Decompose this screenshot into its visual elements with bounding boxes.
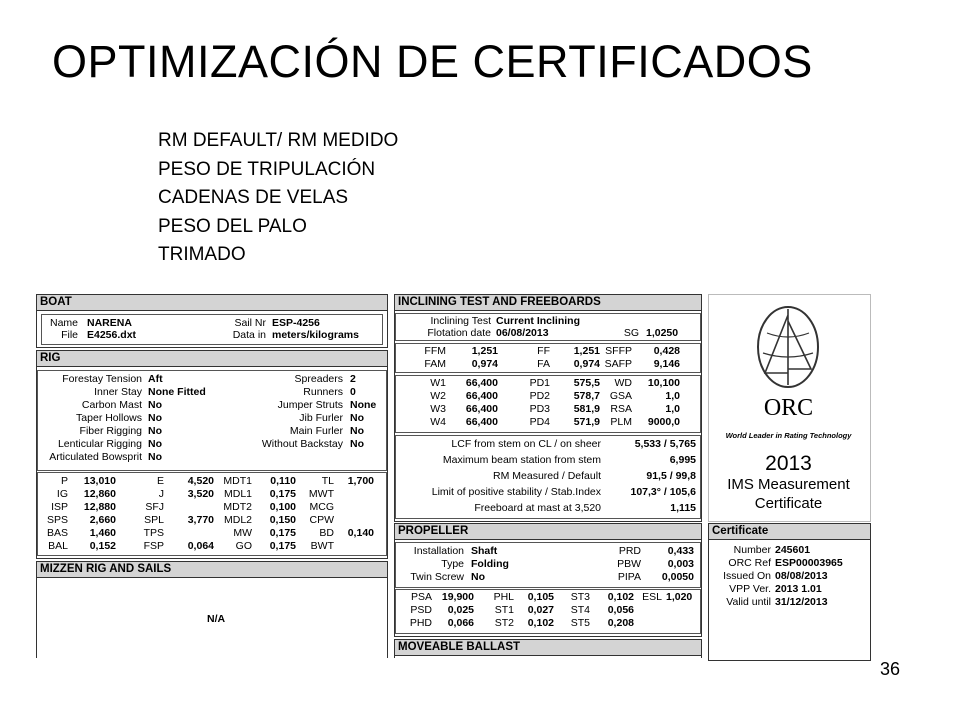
measure-label: FSP: [143, 540, 164, 552]
boat-data-box: [41, 314, 383, 345]
rig-header: RIG: [37, 351, 387, 367]
measure-label: FAM: [424, 358, 446, 370]
measure-label: CPW: [309, 514, 334, 526]
measure-value: 0,175: [269, 488, 296, 500]
rig-value: No: [148, 399, 162, 411]
flotation-value: 06/08/2013: [496, 327, 549, 339]
freeboard-box: [395, 343, 701, 373]
rig-value: 2: [350, 373, 356, 385]
rig-value: Aft: [148, 373, 163, 385]
measure-label: W1: [430, 377, 446, 389]
measure-label: SPL: [144, 514, 164, 526]
boat-panel: [36, 294, 388, 348]
pipa-label: PIPA: [617, 571, 641, 583]
rig-label: Inner Stay: [94, 386, 142, 398]
inclining-panel: [394, 294, 702, 522]
cert-label: ORC Ref: [728, 557, 771, 569]
measure-value: 2,660: [89, 514, 116, 526]
measure-label: E: [156, 475, 164, 487]
rig-value: No: [148, 412, 162, 424]
measure-value: 0,428: [653, 345, 680, 357]
mizzen-header: MIZZEN RIG AND SAILS: [37, 562, 387, 578]
sailnr-label: Sail Nr: [234, 317, 266, 329]
measure-value: 0,100: [269, 501, 296, 513]
measure-label: MCG: [309, 501, 334, 513]
measure-label: ST1: [494, 604, 514, 616]
stability-box: [395, 435, 701, 519]
cert-year: 2013: [765, 452, 812, 475]
bullet-item: PESO DE TRIPULACIÓN: [158, 158, 376, 180]
measure-value: 0,974: [573, 358, 600, 370]
sg-value: 1,0250: [646, 327, 679, 339]
rig-label: Runners: [303, 386, 343, 398]
measure-value: 1,251: [573, 345, 600, 357]
measure-label: ST4: [570, 604, 590, 616]
cert-label: Valid until: [726, 596, 771, 608]
orc-brand: ORC: [763, 395, 814, 421]
measure-value: 3,770: [187, 514, 214, 526]
rig-value: None Fitted: [148, 386, 206, 398]
measure-label: PHD: [409, 617, 432, 629]
measure-label: TL: [321, 475, 334, 487]
measure-label: SPS: [46, 514, 68, 526]
pipa-value: 0,0050: [661, 571, 694, 583]
sail-number: ESP-4256: [272, 317, 320, 329]
certificate-panel: [708, 523, 871, 661]
measure-value: 66,400: [465, 416, 498, 428]
rig-label: Taper Hollows: [76, 412, 142, 424]
propeller-panel: [394, 523, 702, 637]
rig-value: No: [148, 425, 162, 437]
measure-value: 0,208: [607, 617, 634, 629]
measure-label: PD4: [529, 416, 550, 428]
measure-label: ISP: [51, 501, 68, 513]
prd-label: PRD: [618, 545, 641, 557]
measure-value: 0,175: [269, 540, 296, 552]
measure-label: PLM: [610, 416, 632, 428]
installation-value: Shaft: [471, 545, 498, 557]
rig-options-box: [37, 370, 387, 471]
rig-label: Jumper Struts: [277, 399, 343, 411]
measure-value: 0,064: [187, 540, 214, 552]
rig-label: Spreaders: [294, 373, 343, 385]
measure-value: 66,400: [465, 403, 498, 415]
cert-value: 31/12/2013: [775, 596, 828, 608]
measure-value: 1,0: [665, 403, 680, 415]
cert-label: VPP Ver.: [729, 583, 771, 595]
measure-value: 0,102: [527, 617, 554, 629]
measure-label: ST3: [570, 591, 590, 603]
measure-label: MDL1: [223, 488, 252, 500]
measure-value: 0,102: [607, 591, 634, 603]
cert-value: ESP00003965: [775, 557, 843, 569]
measure-label: ESL: [642, 591, 662, 603]
measure-value: 9000,0: [647, 416, 680, 428]
rig-value: No: [350, 425, 364, 437]
rig-label: Carbon Mast: [81, 399, 142, 411]
measure-label: SFJ: [145, 501, 164, 513]
measure-value: 0,140: [347, 527, 374, 539]
rig-label: Articulated Bowsprit: [49, 451, 142, 463]
bullet-item: CADENAS DE VELAS: [158, 187, 349, 208]
rig-label: Fiber Rigging: [79, 425, 142, 437]
measure-value: 571,9: [573, 416, 600, 428]
measure-label: IG: [56, 488, 68, 500]
stat-label: Maximum beam station from stem: [442, 454, 601, 466]
measure-value: 19,900: [441, 591, 474, 603]
inclining-test-box: [395, 313, 701, 341]
measure-value: 3,520: [187, 488, 214, 500]
measure-value: 581,9: [573, 403, 600, 415]
orc-tagline: World Leader in Rating Technology: [725, 431, 852, 440]
cert-label: Number: [733, 544, 771, 556]
cert-label: Issued On: [723, 570, 771, 582]
sailboat-logo-icon: [753, 303, 823, 391]
file-label: File: [61, 329, 78, 341]
bullet-item: PESO DEL PALO: [158, 215, 307, 237]
cert-line2: Certificate: [754, 495, 823, 512]
measure-label: BWT: [310, 540, 334, 552]
measure-value: 0,110: [270, 475, 296, 487]
measure-label: PSD: [410, 604, 432, 616]
pbw-label: PBW: [617, 558, 641, 570]
measure-value: 1,0: [665, 390, 680, 402]
measure-value: 1,700: [347, 475, 374, 487]
test-label: Inclining Test: [430, 315, 491, 327]
data-units: meters/kilograms: [272, 329, 359, 341]
measure-value: 0,105: [527, 591, 554, 603]
pbw-value: 0,003: [667, 558, 694, 570]
measure-value: 0,025: [447, 604, 474, 616]
page-number: 36: [880, 659, 901, 679]
flotation-label: Flotation date: [427, 327, 491, 339]
measure-value: 1,460: [89, 527, 116, 539]
measure-label: W3: [430, 403, 446, 415]
measure-value: 66,400: [465, 377, 498, 389]
measure-label: MDL2: [223, 514, 252, 526]
measure-label: P: [60, 475, 68, 487]
stat-value: 91,5 / 99,8: [646, 470, 696, 482]
bullet-item: TRIMADO: [158, 244, 246, 265]
measure-value: 0,027: [527, 604, 554, 616]
measure-label: PD3: [529, 403, 550, 415]
measure-value: 12,860: [83, 488, 116, 500]
rig-panel: [36, 350, 388, 559]
twin-label: Twin Screw: [410, 571, 464, 583]
measure-label: SAFP: [604, 358, 632, 370]
stat-label: Limit of positive stability / Stab.Index: [431, 486, 601, 498]
rig-label: Jib Furler: [299, 412, 343, 424]
measure-label: BAS: [46, 527, 68, 539]
measure-label: FA: [537, 358, 550, 370]
measure-value: 0,066: [447, 617, 474, 629]
rig-label: Main Furler: [289, 425, 343, 437]
stat-label: Freeboard at mast at 3,520: [474, 502, 601, 514]
cert-value: 245601: [775, 544, 811, 556]
measure-label: FF: [537, 345, 550, 357]
measure-label: MW: [233, 527, 252, 539]
slide-title: OPTIMIZACIÓN DE CERTIFICADOS: [52, 36, 813, 87]
bullet-item: RM DEFAULT/ RM MEDIDO: [158, 130, 399, 151]
measure-label: TPS: [143, 527, 164, 539]
measure-label: MDT2: [223, 501, 252, 513]
stat-value: 6,995: [669, 454, 696, 466]
moveable-header: MOVEABLE BALLAST: [395, 640, 701, 656]
rig-value: 0: [350, 386, 356, 398]
measure-value: 0,974: [471, 358, 498, 370]
measure-value: 1,251: [471, 345, 498, 357]
test-value: Current Inclining: [496, 315, 580, 327]
measure-value: 13,010: [83, 475, 116, 487]
mizzen-value: N/A: [207, 613, 226, 625]
cert-line1: IMS Measurement: [727, 476, 850, 493]
rig-label: Lenticular Rigging: [57, 438, 142, 450]
type-value: Folding: [471, 558, 509, 570]
measure-value: 0,152: [89, 540, 116, 552]
measure-label: BD: [319, 527, 334, 539]
weights-box: [395, 375, 701, 433]
measure-label: BAL: [48, 540, 68, 552]
cert-value: 08/08/2013: [775, 570, 828, 582]
stat-value: 1,115: [670, 502, 696, 514]
measure-label: PD2: [529, 390, 550, 402]
measure-value: 12,880: [83, 501, 116, 513]
measure-label: W4: [430, 416, 446, 428]
measure-label: PHL: [493, 591, 514, 603]
propeller-main-box: [395, 542, 701, 588]
inclining-header: INCLINING TEST AND FREEBOARDS: [395, 295, 701, 311]
rig-measurements-box: [37, 472, 387, 556]
measure-value: 575,5: [573, 377, 600, 389]
rig-value: No: [350, 412, 364, 424]
measure-value: 578,7: [573, 390, 600, 402]
measure-value: 0,175: [269, 527, 296, 539]
measure-label: PSA: [410, 591, 432, 603]
measure-label: SFFP: [605, 345, 632, 357]
stat-label: RM Measured / Default: [493, 470, 601, 482]
crop-mask: [30, 658, 875, 698]
rig-value: None: [350, 399, 377, 411]
rig-value: No: [350, 438, 364, 450]
stat-value: 5,533 / 5,765: [634, 438, 696, 450]
measure-value: 9,146: [653, 358, 680, 370]
stat-label: LCF from stem on CL / on sheer: [451, 438, 601, 450]
cert-value: 2013 1.01: [775, 583, 822, 595]
name-label: Name: [49, 317, 78, 329]
sg-label: SG: [623, 327, 639, 339]
rig-value: No: [148, 438, 162, 450]
rig-value: No: [148, 451, 162, 463]
measure-label: ST5: [570, 617, 590, 629]
measure-label: WD: [614, 377, 632, 389]
measure-value: 0,056: [607, 604, 634, 616]
measure-label: GSA: [609, 390, 632, 402]
measure-value: 4,520: [187, 475, 214, 487]
measure-label: W2: [430, 390, 446, 402]
installation-label: Installation: [413, 545, 464, 557]
measure-label: MDT1: [223, 475, 252, 487]
datain-label: Data in: [232, 329, 266, 341]
certificate-header: Certificate: [709, 524, 870, 540]
measure-label: PD1: [529, 377, 550, 389]
boat-name: NARENA: [87, 317, 132, 329]
mizzen-panel: [36, 561, 388, 673]
twin-value: No: [471, 571, 485, 583]
rig-label: Without Backstay: [261, 438, 343, 450]
propeller-meas-box: [395, 589, 701, 634]
bullet-list: [158, 127, 398, 270]
measure-label: J: [158, 488, 164, 500]
propeller-header: PROPELLER: [395, 524, 701, 540]
measure-value: 1,020: [666, 591, 693, 603]
boat-file: E4256.dxt: [87, 329, 137, 341]
measure-value: 10,100: [647, 377, 680, 389]
rig-label: Forestay Tension: [62, 373, 142, 385]
boat-header: BOAT: [37, 295, 387, 311]
measure-label: RSA: [610, 403, 632, 415]
measure-value: 0,150: [269, 514, 296, 526]
orc-logo-panel: [708, 294, 871, 522]
measure-label: ST2: [494, 617, 514, 629]
measure-label: FFM: [424, 345, 446, 357]
measure-value: 66,400: [465, 390, 498, 402]
stat-value: 107,3° / 105,6: [630, 486, 696, 498]
prd-value: 0,433: [667, 545, 694, 557]
measure-label: GO: [235, 540, 252, 552]
measure-label: MWT: [308, 488, 334, 500]
type-label: Type: [441, 558, 464, 570]
